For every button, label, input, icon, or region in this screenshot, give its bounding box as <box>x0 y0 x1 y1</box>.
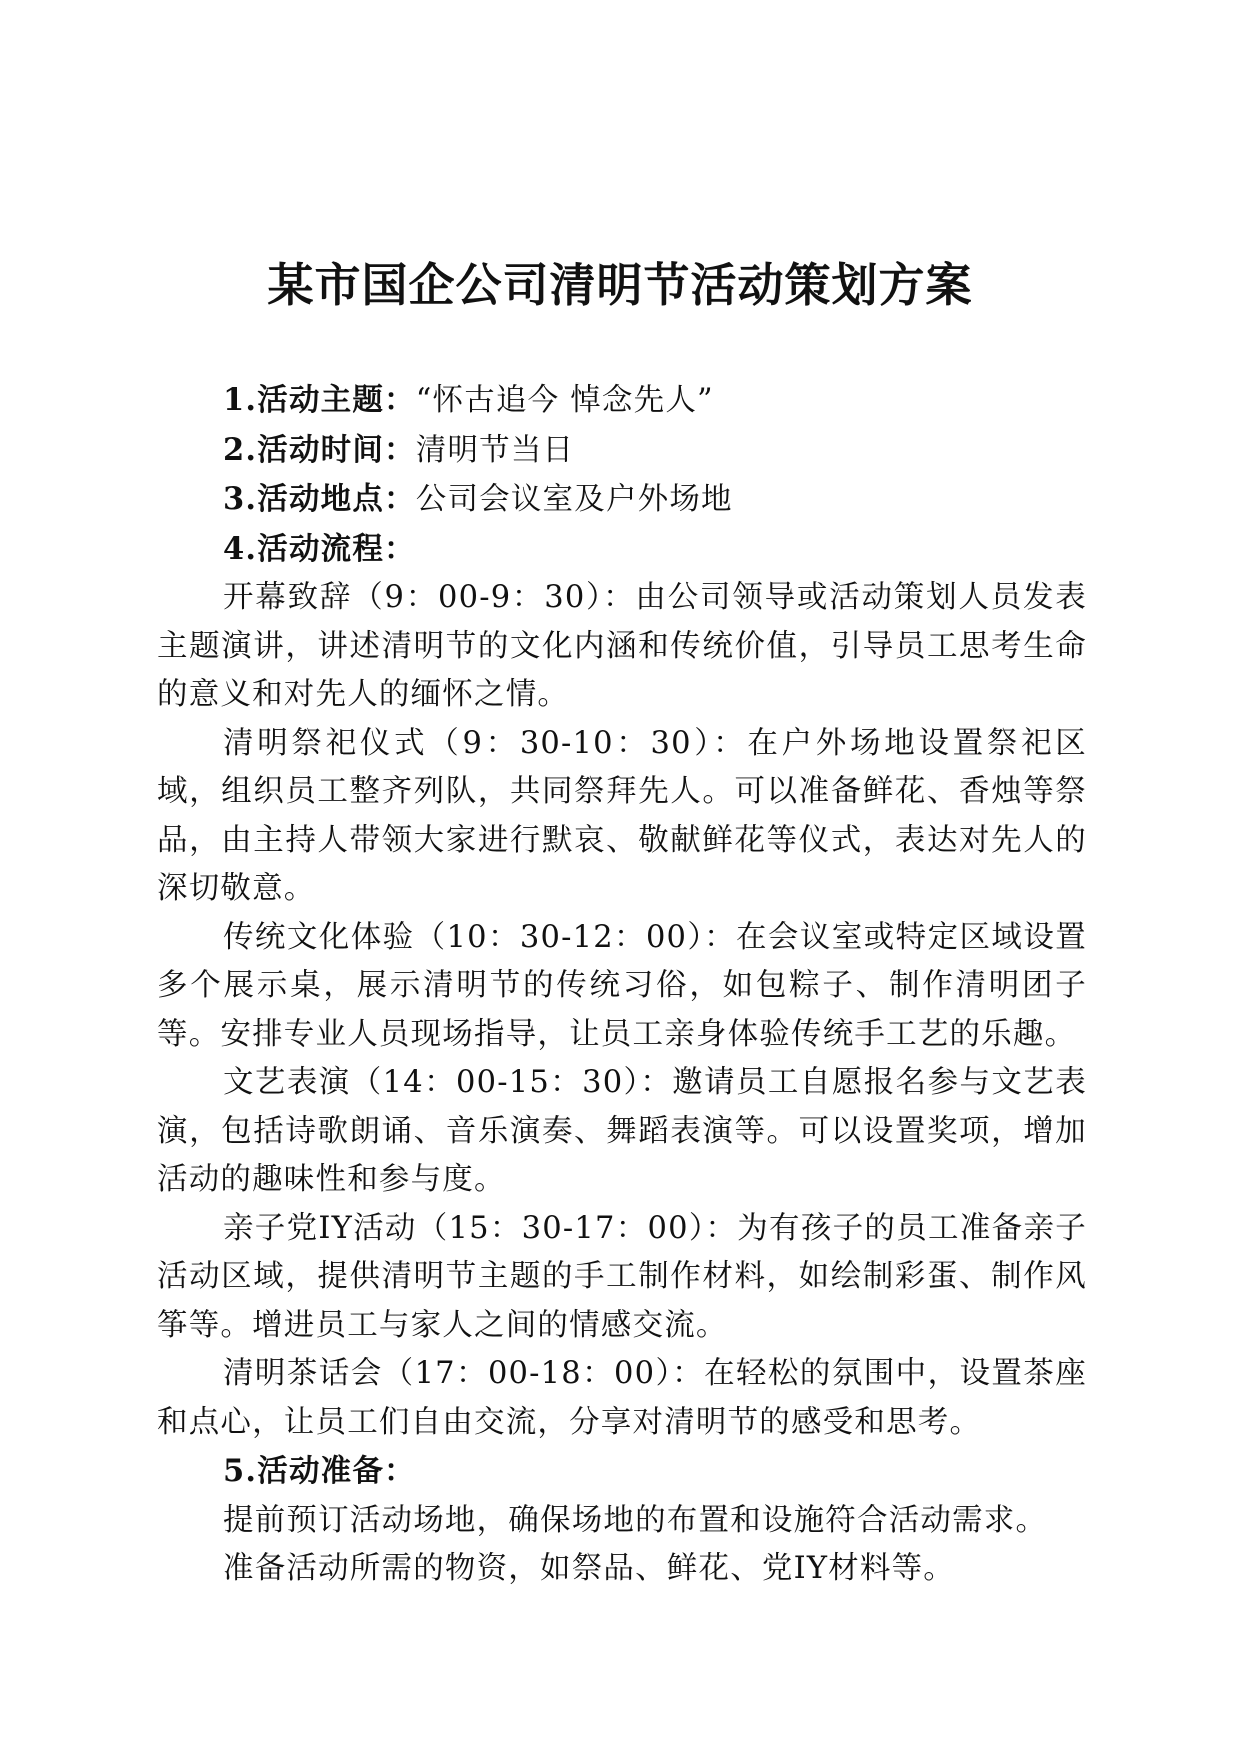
theme-line <box>157 376 1087 426</box>
preparation-materials-paragraph: 准备活动所需的物资，如祭品、鲜花、党IY材料等。 <box>223 1551 955 1586</box>
preparation-venue-paragraph: 提前预订活动场地，确保场地的布置和设施符合活动需求。 <box>223 1502 1048 1538</box>
theme-label: 1.活动主题： <box>223 382 416 418</box>
flow-ceremony-paragraph: 清明祭祀仪式（9：30-10：30）：在户外场地设置祭祀区域，组织员工整齐列队，共同祭拜先人。可以准备鲜花、香烛等祭品，由主持人带领大家进行默哀、敬献鲜花等仪式，表达对先人的深切敬意。 <box>157 725 1087 906</box>
flow-label: 4.活动流程： <box>223 530 416 567</box>
document-title: 某市国企公司清明节活动策划方案 <box>267 258 973 312</box>
flow-culture-paragraph: 传统文化体验（10：30-12：00）：在会议室或特定区域设置多个展示桌，展示清明节的传统习俗，如包粽子、制作清明团子等。安排专业人员现场指导，让员工亲身体验传统手工艺的乐趣。 <box>157 919 1087 1052</box>
document-body <box>157 376 1087 1594</box>
time-value: 清明节当日 <box>415 432 575 468</box>
location-label: 3.活动地点： <box>223 481 416 517</box>
time-line <box>157 426 1087 476</box>
time-label: 2.活动时间： <box>223 431 416 468</box>
flow-tea-party-paragraph: 清明茶话会（17：00-18：00）：在轻松的氛围中，设置茶座和点心，让员工们自由交流，分享对清明节的感受和思考。 <box>157 1356 1087 1440</box>
location-value: 公司会议室及户外场地 <box>415 482 733 517</box>
preparation-label: 5.活动准备： <box>223 1453 416 1489</box>
preparation-heading <box>157 1447 1087 1497</box>
flow-heading <box>157 525 1087 575</box>
location-line <box>157 475 1087 525</box>
flow-family-paragraph: 亲子党IY活动（15：30-17：00）：为有孩子的员工准备亲子活动区域，提供清明节主题的手工制作材料，如绘制彩蛋、制作风筝等。增进员工与家人之间的情感交流。 <box>157 1210 1087 1343</box>
flow-opening-paragraph: 开幕致辞（9：00-9：30）：由公司领导或活动策划人员发表主题演讲，讲述清明节的文化内涵和传统价值，引导员工思考生命的意义和对先人的缅怀之情。 <box>157 580 1087 712</box>
theme-value: “怀古追今 悼念先人” <box>415 383 714 418</box>
flow-performance-paragraph: 文艺表演（14：00-15：30）：邀请员工自愿报名参与文艺表演，包括诗歌朗诵、音乐演奏、舞蹈表演等。可以设置奖项，增加活动的趣味性和参与度。 <box>157 1065 1087 1197</box>
